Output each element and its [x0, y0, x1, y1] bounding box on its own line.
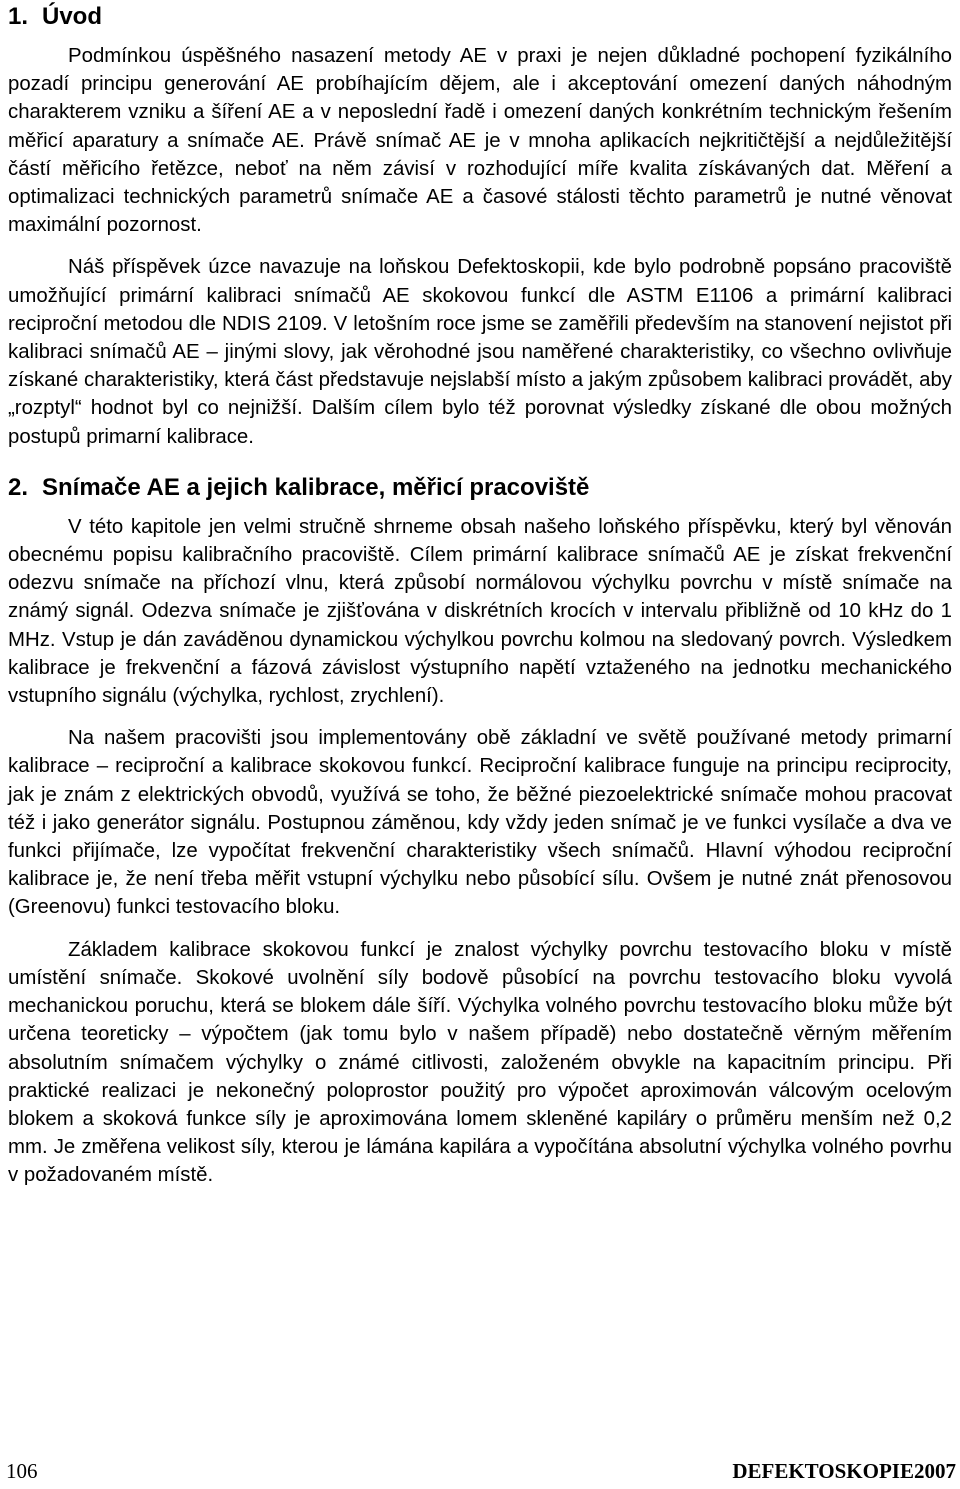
section-2-paragraph: Základem kalibrace skokovou funkcí je znalost výchylky povrchu testovacího bloku v místě umístění snímače. Skokové uvolnění síly bodově působící na povrchu testovacího bloku vyvolá mechanickou poruchu, která se blokem dále šíří. Výchylka volného povrchu testovacího bloku může být určena teoreticky – výpočtem (jak tomu bylo v našem případě) nebo dostatečně věrným měřením absolutním snímačem výchylky o známé citlivosti, založeném obvykle na kapacitním principu. Při praktické realizaci je nekonečný poloprostor použitý pro výpočet aproximován válcovým ocelovým blokem a skoková funkce síly je aproximována lomem skleněné kapiláry o průměru menším než 0,2 mm. Je změřena velikost síly, kterou je lámána kapilára a vypočítána absolutní výchylka volného povrhu v požadovaném místě. [8, 938, 952, 1187]
document-page [8, 0, 952, 1190]
section-2-paragraph: Na našem pracovišti jsou implementovány obě základní ve světě používané metody primarní kalibrace – reciproční a kalibrace skokovou funkcí. Reciproční kalibrace funguje na principu reciprocity, jak je znám z elektrických obvodů, využívá se toho, že běžné piezoelektrické snímače mohou pracovat též i jako generátor signálu. Postupnou záměnou, kdy vždy jeden snímač je ve funkci vysílače a dva ve funkci přijímače, lze vypočítat frekvenční charakteristiky všech snímačů. Hlavní výhodou reciproční kalibrace je, že není třeba měřit vstupní výchylku nebo působící sílu. Ovšem je nutné znát přenosovou (Greenovu) funkci testovacího bloku. [8, 727, 952, 919]
section-2-number: 2. [8, 473, 29, 501]
section-2-paragraph: V této kapitole jen velmi stručně shrneme obsah našeho loňského příspěvku, který byl věnován obecnému popisu kalibračního pracoviště. Cílem primární kalibrace snímačů AE je získat frekvenční odezvu snímače na příchozí vlnu, která způsobí normálovou výchylku povrchu v místě snímače na známý signál. Odezva snímače je zjišťována v diskrétních krocích v intervalu přibližně od 10 kHz do 1 MHz. Vstup je dán zaváděnou dynamickou výchylkou povrchu kolmou na sledovaný povrch. Výsledkem kalibrace je frekvenční a fázová závislost výstupního napětí vztaženého na jednotku mechanického vstupního signálu (výchylka, rychlost, zrychlení). [8, 515, 952, 708]
page-footer [0, 1458, 960, 1484]
section-1-title: Úvod [42, 3, 102, 30]
section-1-heading [8, 2, 952, 32]
section-1-paragraph: Náš příspěvek úzce navazuje na loňskou Defektoskopii, kde bylo podrobně popsáno pracoviště umožňující primární kalibraci snímačů AE skokovou funkcí dle ASTM E1106 a primární kalibraci reciproční metodou dle NDIS 2109. V letošním roce jsme se zaměřili především na stanovení nejistot při kalibraci snímačů AE – jinými slovy, jak věrohodné jsou naměřené charakteristiky, co všechno ovlivňuje získané charakteristiky, která část představuje nejslabší místo a jakým způsobem kalibraci provádět, aby „rozptyl“ hodnot byl co nejnižší. Dalším cílem bylo též porovnat výsledky získané dle obou možných postupů primarní kalibrace. [8, 256, 952, 448]
section-2-heading [8, 473, 952, 503]
section-1-number: 1. [8, 3, 29, 30]
section-1-paragraph: Podmínkou úspěšného nasazení metody AE v praxi je nejen důkladné pochopení fyzikálního pozadí principu generování AE probíhajícím dějem, ale i akceptování omezení daných náhodným charakterem vzniku a šíření AE a v neposlední řadě i omezení daných konkrétním technickým řešením měřicí aparatury a snímače AE. Právě snímač AE je v mnoha aplikacích nejkritičtější a nejdůležitější částí měřicího řetězce, neboť na něm závisí v rozhodující míře kvalita získávaných dat. Měření a optimalizaci technických parametrů snímače AE a časové stálosti těchto parametrů je nutné věnovat maximální pozornost. [8, 45, 952, 237]
page-number: 106 [6, 1459, 38, 1483]
journal-name: DEFEKTOSKOPIE2007 [732, 1459, 956, 1483]
section-2-title: Snímače AE a jejich kalibrace, měřicí pracoviště [42, 473, 590, 501]
